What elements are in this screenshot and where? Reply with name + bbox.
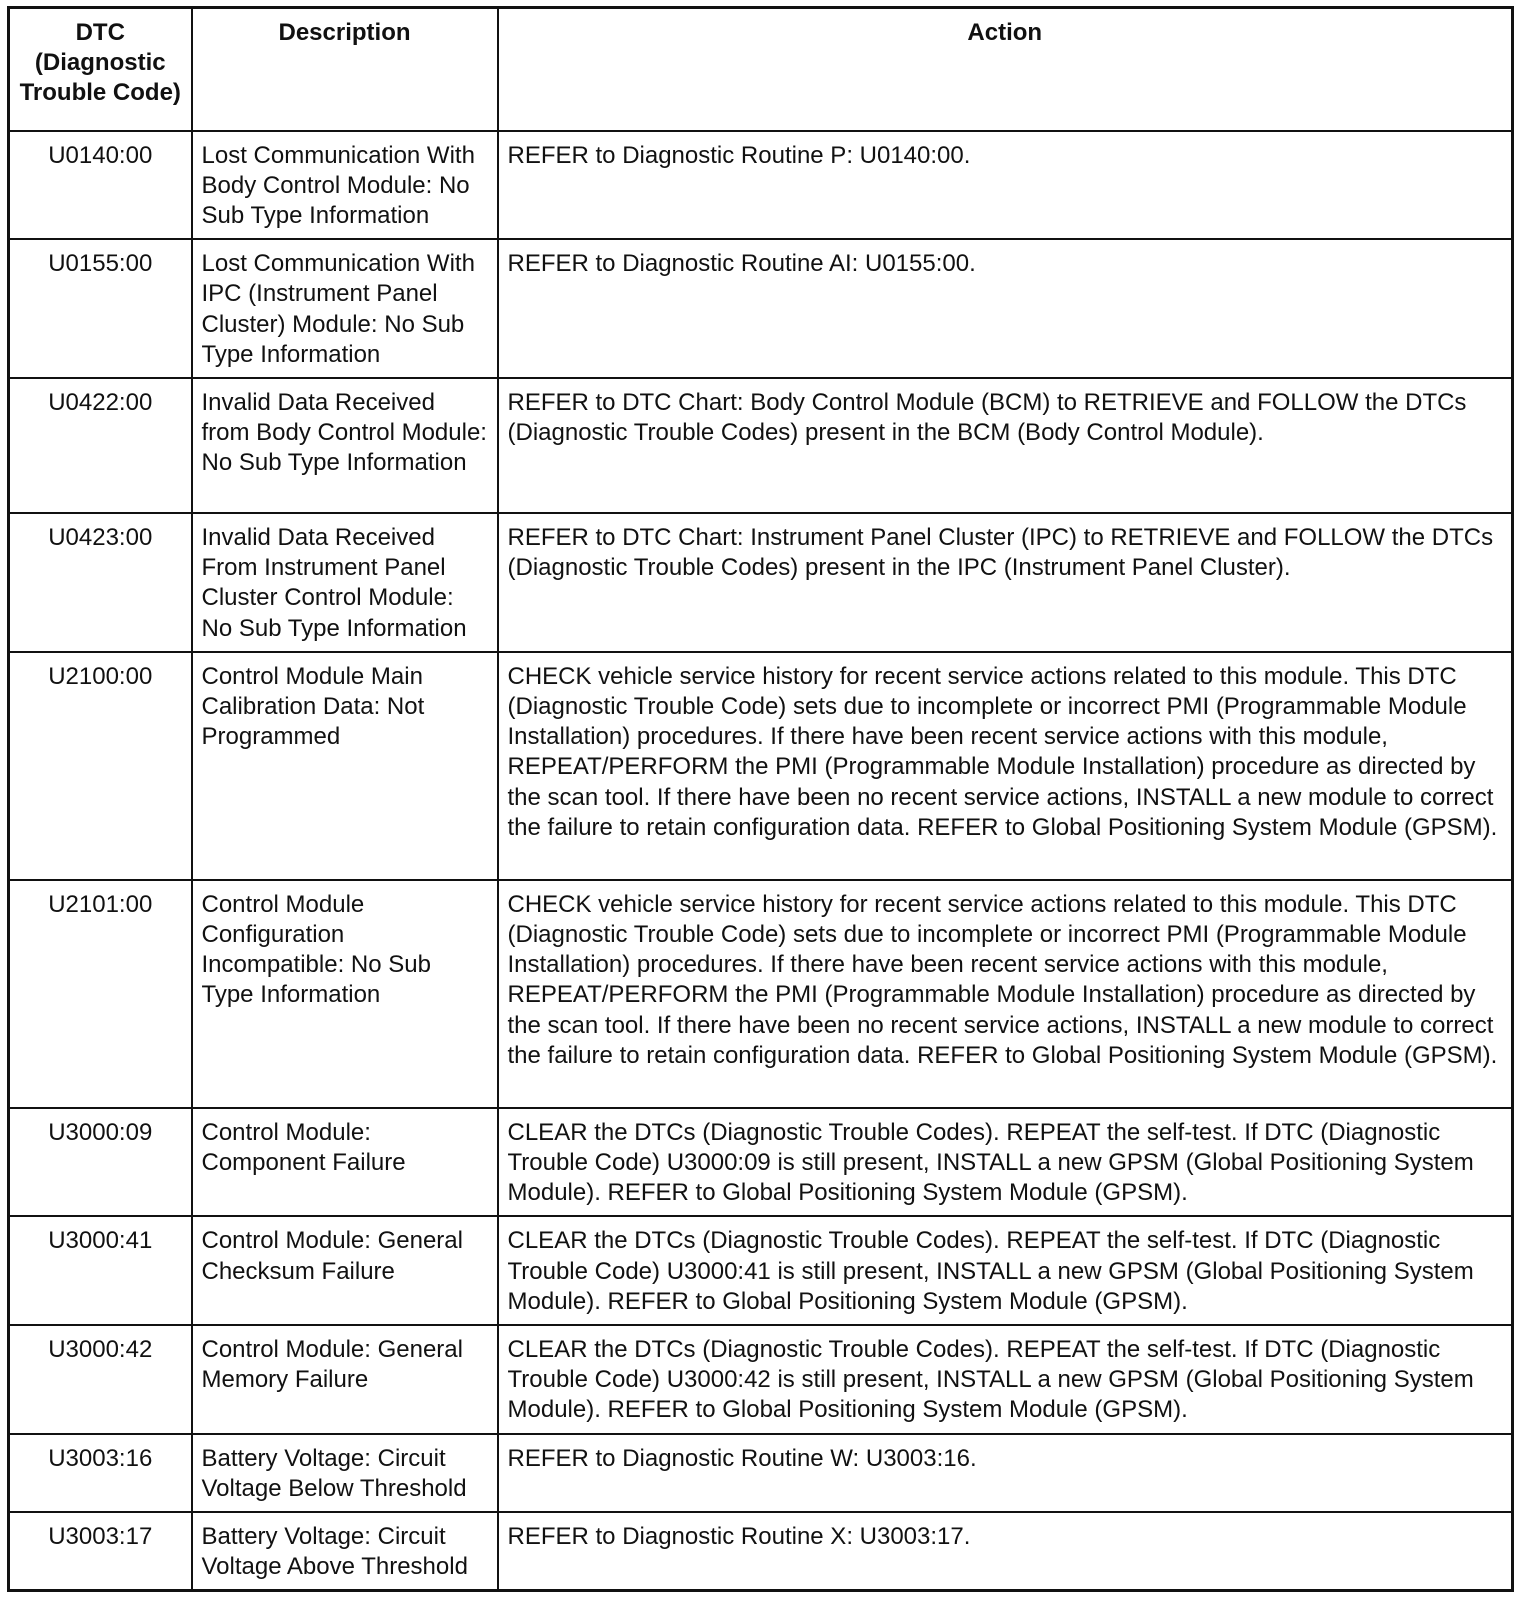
dtc-table-container [7, 6, 1511, 1592]
dtc-code: U0423:00 [9, 513, 192, 652]
dtc-description: Control Module Configuration Incompatible: No Sub Type Information [192, 880, 498, 1108]
dtc-code: U3000:42 [9, 1325, 192, 1434]
dtc-description: Lost Communication With IPC (Instrument Panel Cluster) Module: No Sub Type Information [192, 239, 498, 378]
dtc-description: Control Module: Component Failure [192, 1108, 498, 1217]
dtc-description: Battery Voltage: Circuit Voltage Above Threshold [192, 1512, 498, 1591]
dtc-action: CHECK vehicle service history for recent service actions related to this module. This DTC (Diagnostic Trouble Code) sets due to incomplete or incorrect PMI (Programmable Module Installation) procedures. If there have been recent service actions with this module, REPEAT/PERFORM the PMI (Programmable Module Installation) procedure as directed by the scan tool. If there have been no recent service actions, INSTALL a new module to correct the failure to retain configuration data. REFER to Global Positioning System Module (GPSM). [498, 652, 1513, 880]
dtc-action: CLEAR the DTCs (Diagnostic Trouble Codes). REPEAT the self-test. If DTC (Diagnostic Trouble Code) U3000:41 is still present, INSTALL a new GPSM (Global Positioning System Module). REFER to Global Positioning System Module (GPSM). [498, 1216, 1513, 1325]
table-row [9, 239, 1513, 378]
dtc-description: Invalid Data Received from Body Control Module: No Sub Type Information [192, 378, 498, 513]
dtc-action: REFER to Diagnostic Routine AI: U0155:00. [498, 239, 1513, 378]
table-row [9, 880, 1513, 1108]
header-description: Description [192, 8, 498, 131]
dtc-description: Invalid Data Received From Instrument Panel Cluster Control Module: No Sub Type Information [192, 513, 498, 652]
dtc-action: REFER to DTC Chart: Instrument Panel Cluster (IPC) to RETRIEVE and FOLLOW the DTCs (Diagnostic Trouble Codes) present in the IPC (Instrument Panel Cluster). [498, 513, 1513, 652]
header-action: Action [498, 8, 1513, 131]
dtc-code: U0422:00 [9, 378, 192, 513]
table-row [9, 1512, 1513, 1591]
table-row [9, 652, 1513, 880]
dtc-code: U3003:16 [9, 1434, 192, 1512]
dtc-description: Battery Voltage: Circuit Voltage Below Threshold [192, 1434, 498, 1512]
header-dtc: DTC (Diagnostic Trouble Code) [9, 8, 192, 131]
dtc-code: U0140:00 [9, 131, 192, 240]
dtc-description: Control Module: General Memory Failure [192, 1325, 498, 1434]
table-row [9, 378, 1513, 513]
dtc-code: U2101:00 [9, 880, 192, 1108]
dtc-code: U3003:17 [9, 1512, 192, 1591]
table-row [9, 1108, 1513, 1217]
dtc-action: REFER to Diagnostic Routine P: U0140:00. [498, 131, 1513, 240]
table-row [9, 513, 1513, 652]
dtc-action: REFER to DTC Chart: Body Control Module (BCM) to RETRIEVE and FOLLOW the DTCs (Diagnostic Trouble Codes) present in the BCM (Body Control Module). [498, 378, 1513, 513]
dtc-action: CHECK vehicle service history for recent service actions related to this module. This DTC (Diagnostic Trouble Code) sets due to incomplete or incorrect PMI (Programmable Module Installation) procedures. If there have been recent service actions with this module, REPEAT/PERFORM the PMI (Programmable Module Installation) procedure as directed by the scan tool. If there have been no recent service actions, INSTALL a new module to correct the failure to retain configuration data. REFER to Global Positioning System Module (GPSM). [498, 880, 1513, 1108]
dtc-action: REFER to Diagnostic Routine X: U3003:17. [498, 1512, 1513, 1591]
dtc-code: U3000:09 [9, 1108, 192, 1217]
table-row [9, 131, 1513, 240]
table-row [9, 1434, 1513, 1512]
dtc-code: U0155:00 [9, 239, 192, 378]
table-row [9, 1216, 1513, 1325]
dtc-description: Control Module: General Checksum Failure [192, 1216, 498, 1325]
table-header-row [9, 8, 1513, 131]
dtc-code: U3000:41 [9, 1216, 192, 1325]
dtc-action: CLEAR the DTCs (Diagnostic Trouble Codes). REPEAT the self-test. If DTC (Diagnostic Trouble Code) U3000:42 is still present, INSTALL a new GPSM (Global Positioning System Module). REFER to Global Positioning System Module (GPSM). [498, 1325, 1513, 1434]
dtc-code: U2100:00 [9, 652, 192, 880]
dtc-description: Control Module Main Calibration Data: Not Programmed [192, 652, 498, 880]
dtc-action: REFER to Diagnostic Routine W: U3003:16. [498, 1434, 1513, 1512]
dtc-action: CLEAR the DTCs (Diagnostic Trouble Codes). REPEAT the self-test. If DTC (Diagnostic Trouble Code) U3000:09 is still present, INSTALL a new GPSM (Global Positioning System Module). REFER to Global Positioning System Module (GPSM). [498, 1108, 1513, 1217]
dtc-description: Lost Communication With Body Control Module: No Sub Type Information [192, 131, 498, 240]
dtc-table [7, 6, 1514, 1592]
table-row [9, 1325, 1513, 1434]
